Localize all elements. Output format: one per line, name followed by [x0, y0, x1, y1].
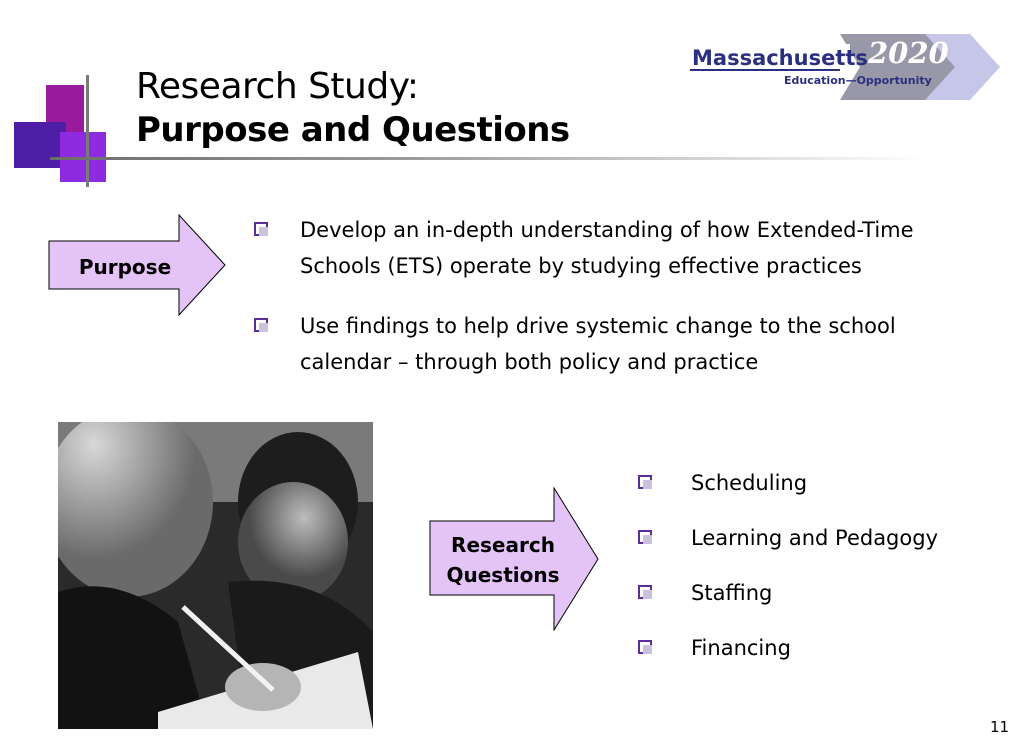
checkbox-bullet-icon	[254, 222, 268, 236]
checkbox-bullet-icon	[638, 530, 652, 544]
research-item-text: Financing	[691, 636, 791, 660]
page-title-line1: Research Study:	[136, 66, 419, 107]
decor-vertical-rule	[86, 75, 89, 187]
logo-name: Massachusetts	[692, 46, 868, 70]
research-item-4	[638, 631, 998, 686]
decor-square-indigo	[14, 122, 66, 168]
checkbox-bullet-icon	[638, 585, 652, 599]
research-bullet-list	[638, 466, 998, 686]
checkbox-bullet-icon	[638, 640, 652, 654]
research-item-3	[638, 576, 998, 631]
bullet-text-line1: Develop an in-depth understanding of how Extended-Time	[300, 218, 914, 242]
purpose-bullet-2	[254, 309, 974, 389]
students-writing-photo	[58, 422, 373, 729]
logo-year: 2020	[868, 36, 949, 70]
page-number: 11	[990, 718, 1010, 736]
research-label-line1: Research	[451, 533, 555, 557]
page-title-line2: Purpose and Questions	[136, 110, 570, 150]
logo-tagline: Education—Opportunity	[784, 74, 932, 87]
purpose-label: Purpose	[78, 255, 172, 279]
research-item-text: Learning and Pedagogy	[691, 526, 938, 550]
bullet-text-line2: calendar – through both policy and practice	[300, 350, 759, 374]
checkbox-bullet-icon	[638, 475, 652, 489]
logo-graphic	[690, 32, 1005, 102]
research-item-2	[638, 521, 998, 576]
bullet-text-line1: Use findings to help drive systemic change to the school	[300, 314, 896, 338]
research-questions-label	[432, 530, 574, 590]
research-item-text: Scheduling	[691, 471, 808, 495]
title-underline	[50, 157, 930, 160]
research-item-text: Staffing	[691, 581, 773, 605]
massachusetts-2020-logo	[690, 32, 1005, 102]
research-item-1	[638, 466, 998, 521]
bullet-text-line2: Schools (ETS) operate by studying effective practices	[300, 254, 862, 278]
research-label-line2: Questions	[446, 563, 560, 587]
purpose-bullet-1	[254, 213, 974, 309]
purpose-bullet-list	[254, 213, 974, 389]
checkbox-bullet-icon	[254, 318, 268, 332]
